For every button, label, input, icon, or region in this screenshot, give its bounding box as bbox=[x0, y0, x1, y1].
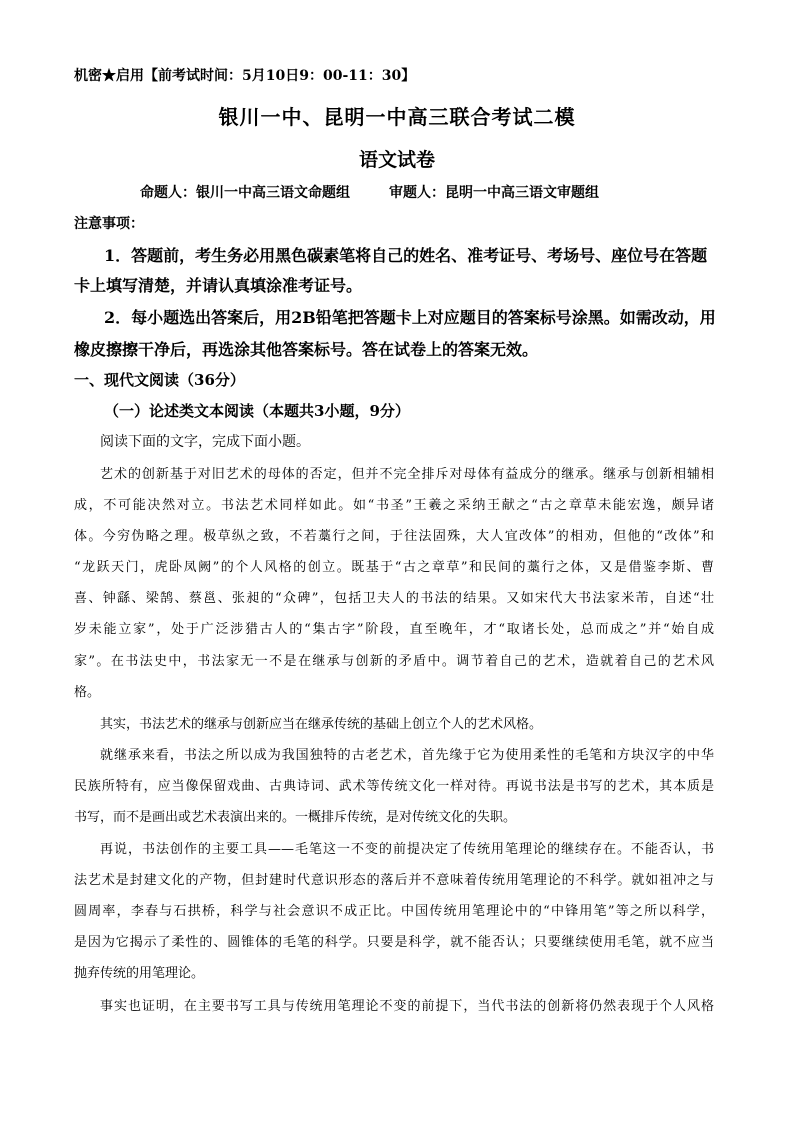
subsection-heading: （一）论述类文本阅读（本题共3小题，9分） bbox=[104, 402, 410, 420]
passage-line: 圆周率，李春与石拱桥，科学与社会意识不成正比。中国传统用笔理论中的“中锋用笔”等之所以科学， bbox=[74, 904, 714, 919]
passage-line: 艺术的创新基于对旧艺术的母体的否定，但并不完全排斥对母体有益成分的继承。继承与创新相辅相 bbox=[100, 467, 714, 482]
note-item-2-line-2: 橡皮擦擦干净后，再选涂其他答案标号。答在试卷上的答案无效。 bbox=[74, 340, 539, 359]
passage-line: 法艺术是封建文化的产物，但封建时代意识形态的落后并不意味着传统用笔理论的不科学。就如祖冲之与 bbox=[74, 873, 714, 888]
confidential-line: 机密★启用【前考试时间：5月10日9：00-11：30】 bbox=[74, 68, 416, 84]
note-item-1-line-2: 卡上填写清楚，并请认真填涂准考证号。 bbox=[74, 276, 363, 295]
passage-line: 民族所特有，应当像保留戏曲、古典诗词、武术等传统文化一样对待。再说书法是书写的艺术，其本质是 bbox=[74, 779, 714, 794]
note-item-2-line-1: 2．每小题选出答案后，用2B铅笔把答题卡上对应题目的答案标号涂黑。如需改动，用 bbox=[104, 308, 716, 327]
passage-line: 书写，而不是画出或艺术表演出来的。一概排斥传统，是对传统文化的失职。 bbox=[74, 810, 517, 825]
passage-line: 成，不可能决然对立。书法艺术同样如此。如“书圣”王羲之采纳王献之“古之章草未能宏逸，颇异诸 bbox=[74, 498, 714, 513]
section-heading: 一、现代文阅读（36分） bbox=[74, 371, 245, 389]
passage-line: “龙跃天门，虎卧凤阙”的个人风格的创立。既基于“古之章草”和民间的藁行之体，又是借鉴李斯、曹 bbox=[74, 560, 714, 575]
passage-line: 事实也证明，在主要书写工具与传统用笔理论不变的前提下，当代书法的创新将仍然表现于个人风格 bbox=[100, 999, 714, 1014]
passage-line: 格。 bbox=[74, 685, 101, 700]
note-item-1-line-1: 1．答题前，考生务必用黑色碳素笔将自己的姓名、准考证号、考场号、座位号在答题 bbox=[104, 246, 708, 265]
setters-line: 命题人：银川一中高三语文命题组 审题人：昆明一中高三语文审题组 bbox=[140, 185, 599, 201]
exam-subtitle: 语文试卷 bbox=[358, 149, 435, 171]
reading-instruction: 阅读下面的文字，完成下面小题。 bbox=[100, 434, 310, 450]
passage-line: 其实，书法艺术的继承与创新应当在继承传统的基础上创立个人的艺术风格。 bbox=[100, 717, 543, 732]
passage-line: 家”。在书法史中，书法家无一不是在继承与创新的矛盾中。调节着自己的艺术，造就着自己的艺术风 bbox=[74, 654, 714, 669]
exam-title: 银川一中、昆明一中高三联合考试二模 bbox=[218, 105, 576, 129]
passage-line: 就继承来看，书法之所以成为我国独特的古老艺术，首先缘于它为使用柔性的毛笔和方块汉字的中华 bbox=[100, 748, 714, 763]
notes-heading: 注意事项： bbox=[74, 216, 144, 232]
passage-line: 是因为它揭示了柔性的、圆锥体的毛笔的科学。只要是科学，就不能否认；只要继续使用毛笔，就不应当 bbox=[74, 935, 714, 950]
passage-line: 再说，书法创作的主要工具——毛笔这一不变的前提决定了传统用笔理论的继续存在。不能否认，书 bbox=[100, 842, 714, 857]
passage-line: 抛弃传统的用笔理论。 bbox=[74, 966, 205, 981]
passage-line: 岁未能立家”，处于广泛涉猎古人的“集古字”阶段，直至晚年，才“取诸长处，总而成之”并“始自成 bbox=[74, 622, 714, 637]
passage-line: 喜、钟繇、梁鹄、蔡邕、张昶的“众碑”，包括卫夫人的书法的结果。又如宋代大书法家米芾，自述“壮 bbox=[74, 591, 714, 606]
passage-line: 体。今穷伪略之理。极草纵之致，不若藁行之间，于往法固殊，大人宜改体”的相劝，但他的“改体”和 bbox=[74, 529, 714, 544]
